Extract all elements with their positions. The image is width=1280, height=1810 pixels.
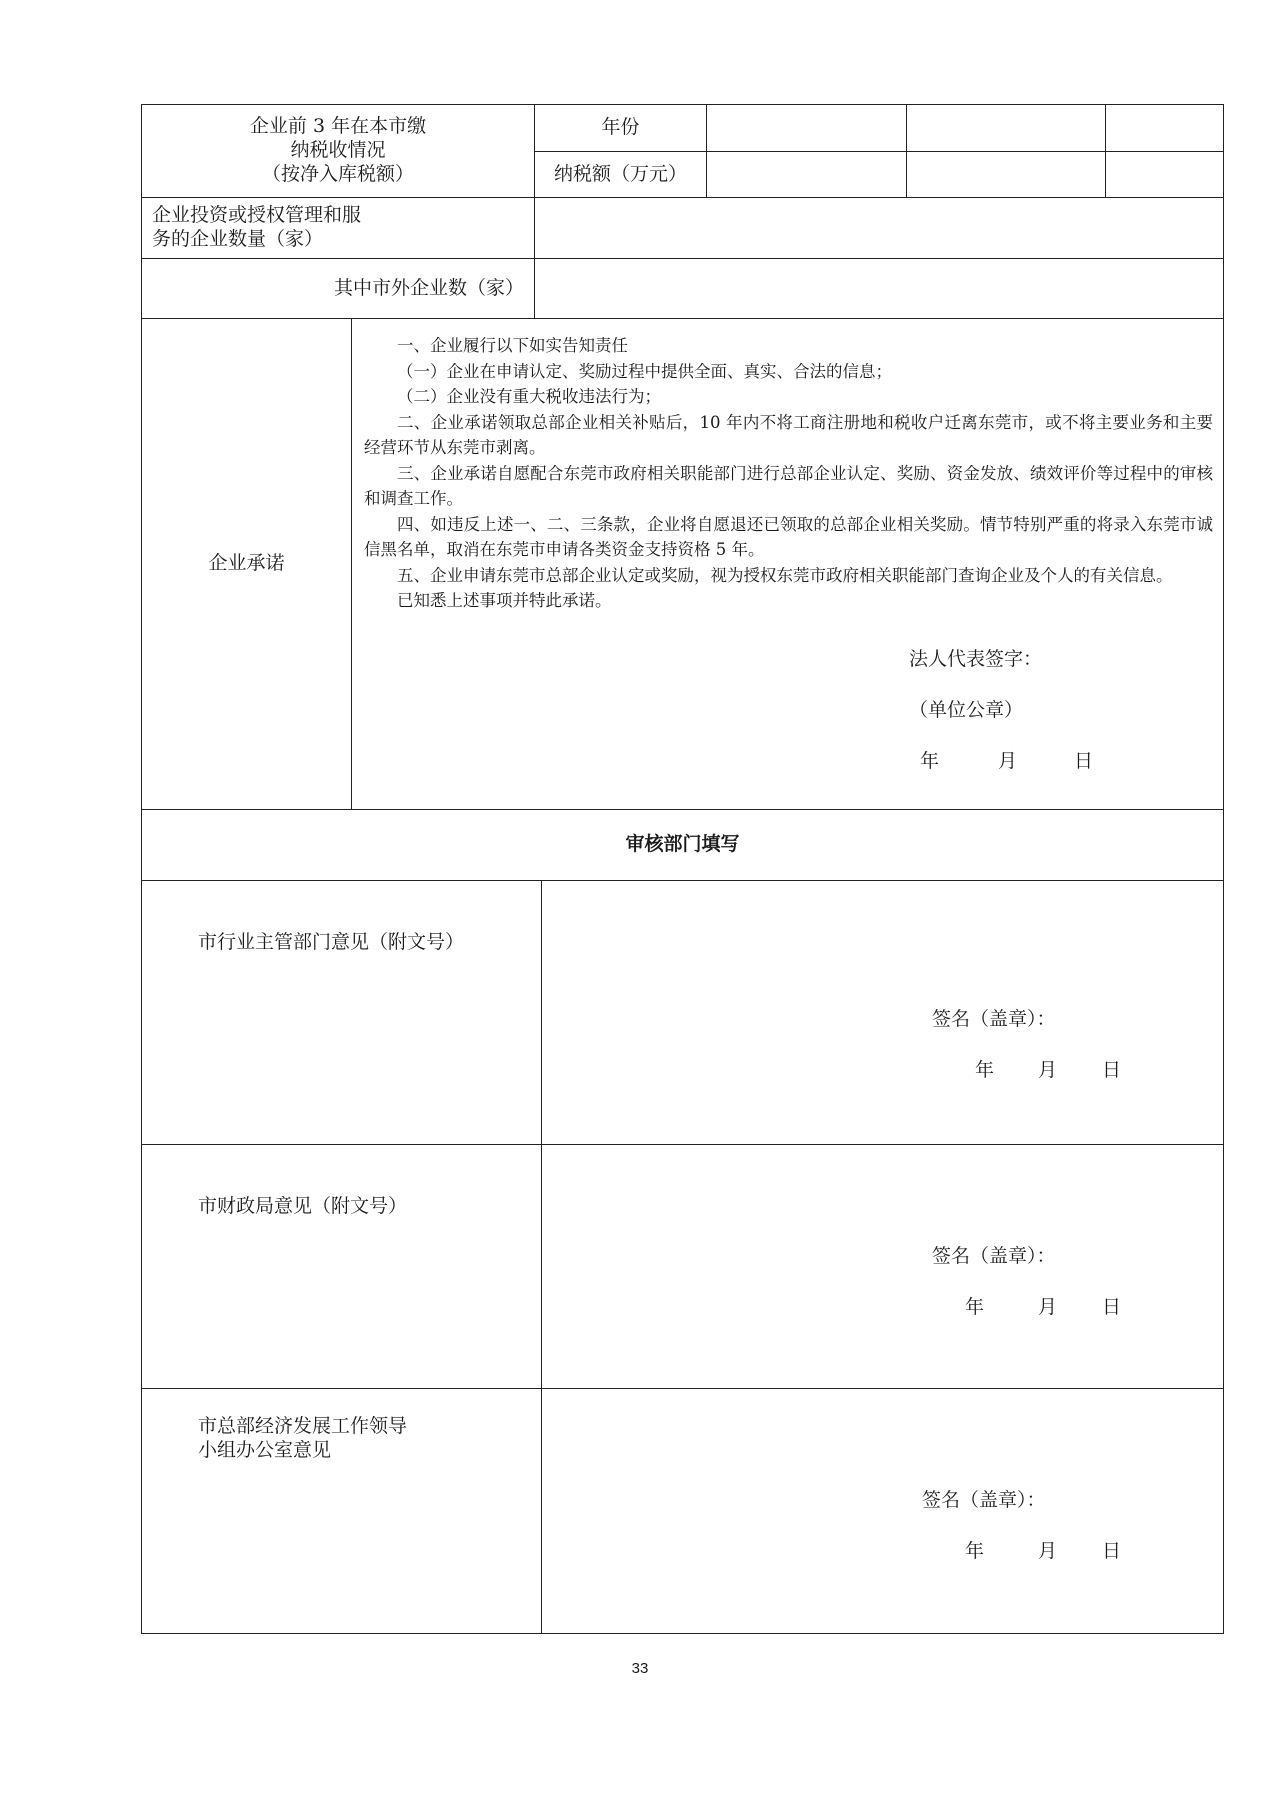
opinion-label-line: 市行业主管部门意见（附文号） bbox=[198, 931, 465, 953]
review-month: 月 bbox=[1038, 1540, 1058, 1562]
legal-rep-signature-label: 法人代表签字： bbox=[909, 647, 1043, 670]
outside-count-value[interactable] bbox=[535, 259, 1224, 319]
review-year: 年 bbox=[965, 1296, 985, 1318]
pledge-paragraph: 一、企业履行以下如实告知责任 bbox=[397, 336, 628, 355]
finance-bureau-opinion-label bbox=[142, 1145, 542, 1389]
tax-section-label bbox=[142, 105, 535, 198]
date-month: 月 bbox=[998, 749, 1018, 772]
outside-count-row bbox=[142, 259, 1224, 319]
year-3-cell[interactable] bbox=[1106, 105, 1224, 152]
amount-label-cell: 纳税额（万元） bbox=[535, 152, 707, 198]
year-2-cell[interactable] bbox=[907, 105, 1106, 152]
pledge-row bbox=[142, 319, 1224, 810]
pledge-content bbox=[352, 319, 1224, 810]
tax-label-line2: 纳税收情况 bbox=[290, 139, 386, 162]
sign-seal-label: 签名（盖章）： bbox=[922, 1489, 1046, 1511]
application-form-table bbox=[141, 104, 1224, 1634]
tax-year-row bbox=[142, 105, 1224, 152]
date-year: 年 bbox=[920, 749, 940, 772]
review-month: 月 bbox=[1038, 1059, 1058, 1081]
hq-office-opinion-label bbox=[142, 1389, 542, 1634]
pledge-paragraph: 已知悉上述事项并特此承诺。 bbox=[397, 591, 612, 610]
opinion-label-line: 市总部经济发展工作领导 bbox=[198, 1415, 408, 1437]
industry-dept-opinion-body[interactable] bbox=[542, 881, 1224, 1145]
review-year: 年 bbox=[965, 1540, 985, 1562]
amount-2-cell[interactable] bbox=[907, 152, 1106, 198]
sign-seal-label: 签名（盖章）： bbox=[932, 1245, 1056, 1267]
invest-count-label bbox=[142, 198, 535, 259]
invest-label-line1: 企业投资或授权管理和服 bbox=[152, 204, 362, 227]
invest-count-row bbox=[142, 198, 1224, 259]
pledge-paragraph: 二、企业承诺领取总部企业相关补贴后，10 年内不将工商注册地和税收户迁离东莞市，或不将主要业务和主要经营环节从东莞市剥离。 bbox=[364, 412, 1214, 457]
pledge-paragraph: （二）企业没有重大税收违法行为； bbox=[397, 387, 661, 406]
opinion-label-line: 小组办公室意见 bbox=[198, 1438, 332, 1461]
review-year: 年 bbox=[975, 1059, 995, 1081]
amount-1-cell[interactable] bbox=[707, 152, 907, 198]
review-section-2 bbox=[142, 1145, 1224, 1389]
sign-seal-label: 签名（盖章）： bbox=[932, 1008, 1056, 1030]
industry-dept-opinion-label bbox=[142, 881, 542, 1145]
pledge-date bbox=[909, 736, 1213, 787]
pledge-paragraph: 三、企业承诺自愿配合东莞市政府相关职能部门进行总部企业认定、奖励、资金发放、绩效评价等过程中的审核和调查工作。 bbox=[364, 463, 1214, 508]
review-section-1 bbox=[142, 881, 1224, 1145]
review-header: 审核部门填写 bbox=[142, 810, 1224, 881]
date-day: 日 bbox=[1074, 749, 1094, 772]
pledge-paragraph: 四、如违反上述一、二、三条款，企业将自愿退还已领取的总部企业相关奖励。情节特别严重的将录入东莞市诚信黑名单，取消在东莞市申请各类资金支持资格 5 年。 bbox=[364, 514, 1214, 559]
pledge-label: 企业承诺 bbox=[142, 319, 352, 810]
outside-count-label: 其中市外企业数（家） bbox=[142, 259, 535, 319]
tax-label-line1: 企业前 3 年在本市缴 bbox=[249, 115, 427, 138]
year-1-cell[interactable] bbox=[707, 105, 907, 152]
invest-count-value[interactable] bbox=[535, 198, 1224, 259]
review-day: 日 bbox=[1102, 1059, 1122, 1081]
review-month: 月 bbox=[1038, 1296, 1058, 1318]
pledge-signature-block bbox=[364, 634, 1213, 787]
review-header-row bbox=[142, 810, 1224, 881]
finance-bureau-opinion-body[interactable] bbox=[542, 1145, 1224, 1389]
unit-seal-label: （单位公章） bbox=[909, 698, 1024, 721]
review-section-3 bbox=[142, 1389, 1224, 1634]
pledge-paragraph: （一）企业在申请认定、奖励过程中提供全面、真实、合法的信息； bbox=[397, 361, 892, 381]
page-number: 33 bbox=[631, 1660, 649, 1677]
hq-office-opinion-body[interactable] bbox=[542, 1389, 1224, 1634]
amount-3-cell[interactable] bbox=[1106, 152, 1224, 198]
invest-label-line2: 务的企业数量（家） bbox=[152, 228, 324, 250]
tax-label-line3: （按净入库税额） bbox=[262, 162, 415, 185]
year-label-cell: 年份 bbox=[535, 105, 707, 152]
pledge-paragraph: 五、企业申请东莞市总部企业认定或奖励，视为授权东莞市政府相关职能部门查询企业及个人的有关信息。 bbox=[397, 565, 1173, 585]
review-day: 日 bbox=[1102, 1540, 1122, 1562]
opinion-label-line: 市财政局意见（附文号） bbox=[198, 1195, 408, 1217]
review-day: 日 bbox=[1102, 1296, 1122, 1318]
